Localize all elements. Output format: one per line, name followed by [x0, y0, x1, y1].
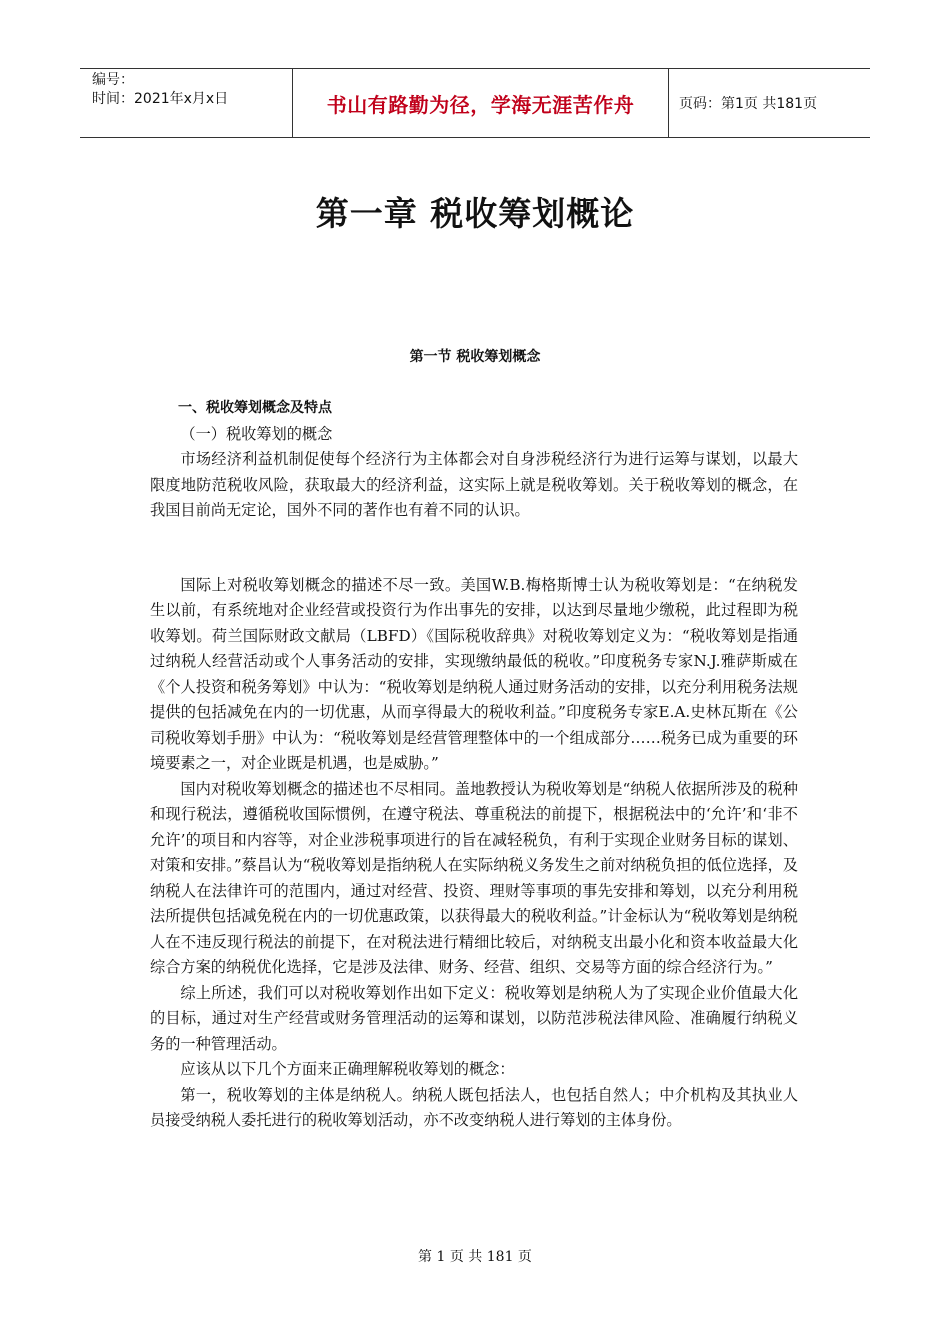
header-motto: 书山有路勤为径，学海无涯苦作舟 [292, 69, 669, 137]
number-label: 编号： [92, 72, 134, 88]
paragraph: 国际上对税收筹划概念的描述不尽一致。美国W.B.梅格斯博士认为税收筹划是：“在纳税发生以前，有系统地对企业经营或投资行为作出事先的安排，以达到尽量地少缴税，此过程即为税收筹划。荷兰国际财政文献局（LBFD）《国际税收辞典》对税收筹划定义为：“税收筹划是指通过纳税人经营活动或个人事务活动的安排，实现缴纳最低的税收。”印度税务专家N.J.雅萨斯威在《个人投资和税务筹划》中认为：“税收筹划是纳税人通过财务活动的安排，以充分利用税务法规提供的包括减免在内的一切优惠，从而享得最大的税收利益。”印度税务专家E.A.史林瓦斯在《公司税收筹划手册》中认为：“税收筹划是经营管理整体中的一个组成部分……税务已成为重要的环境要素之一，对企业既是机遇，也是威胁。” [150, 575, 798, 772]
document-body [150, 396, 798, 1134]
paragraph: 第一，税收筹划的主体是纳税人。纳税人既包括法人，也包括自然人；中介机构及其执业人员接受纳税人委托进行的税收筹划活动，亦不改变纳税人进行筹划的主体身份。 [150, 1085, 798, 1129]
paragraph: 应该从以下几个方面来正确理解税收筹划的概念： [180, 1060, 515, 1078]
header-info-cell [80, 69, 292, 137]
paragraph: 国内对税收筹划概念的描述也不尽相同。盖地教授认为税收筹划是“纳税人依据所涉及的税种和现行税法，遵循税收国际惯例，在遵守税法、尊重税法的前提下，根据税法中的‘允许’和‘非不允许’的项目和内容等，对企业涉税事项进行的旨在减轻税负，有利于实现企业财务目标的谋划、对策和安排。”蔡昌认为“税收筹划是指纳税人在实际纳税义务发生之前对纳税负担的低位选择，及纳税人在法律许可的范围内，通过对经营、投资、理财等事项的事先安排和筹划，以充分利用税法所提供包括减免税在内的一切优惠政策，以获得最大的税收利益。”计金标认为“税收筹划是纳税人在不违反现行税法的前提下，在对税法进行精细比较后，对纳税支出最小化和资本收益最大化综合方案的纳税优化选择，它是涉及法律、财务、经营、组织、交易等方面的综合经济行为。” [150, 779, 798, 976]
heading-level-2: （一）税收筹划的概念 [180, 424, 333, 443]
page-footer: 第 1 页 共 181 页 [418, 1249, 532, 1265]
chapter-title: 第一章 税收筹划概论 [315, 194, 635, 233]
paragraph: 市场经济利益机制促使每个经济行为主体都会对自身涉税经济行为进行运筹与谋划，以最大限度地防范税收风险，获取最大的经济利益，这实际上就是税收筹划。关于税收筹划的概念，在我国目前尚无定论，国外不同的著作也有着不同的认识。 [150, 450, 798, 519]
paragraph: 综上所述，我们可以对税收筹划作出如下定义：税收筹划是纳税人为了实现企业价值最大化的目标，通过对生产经营或财务管理活动的运筹和谋划，以防范涉税法律风险、准确履行纳税义务的一种管理活动。 [150, 983, 798, 1053]
date-label: 时间：2021年x月x日 [92, 91, 229, 107]
spacer [150, 524, 798, 573]
heading-level-1: 一、税收筹划概念及特点 [178, 400, 332, 416]
section-title: 第一节 税收筹划概念 [409, 349, 541, 365]
page-header [80, 68, 870, 138]
header-page-label: 页码：第1页 共181页 [679, 96, 818, 112]
